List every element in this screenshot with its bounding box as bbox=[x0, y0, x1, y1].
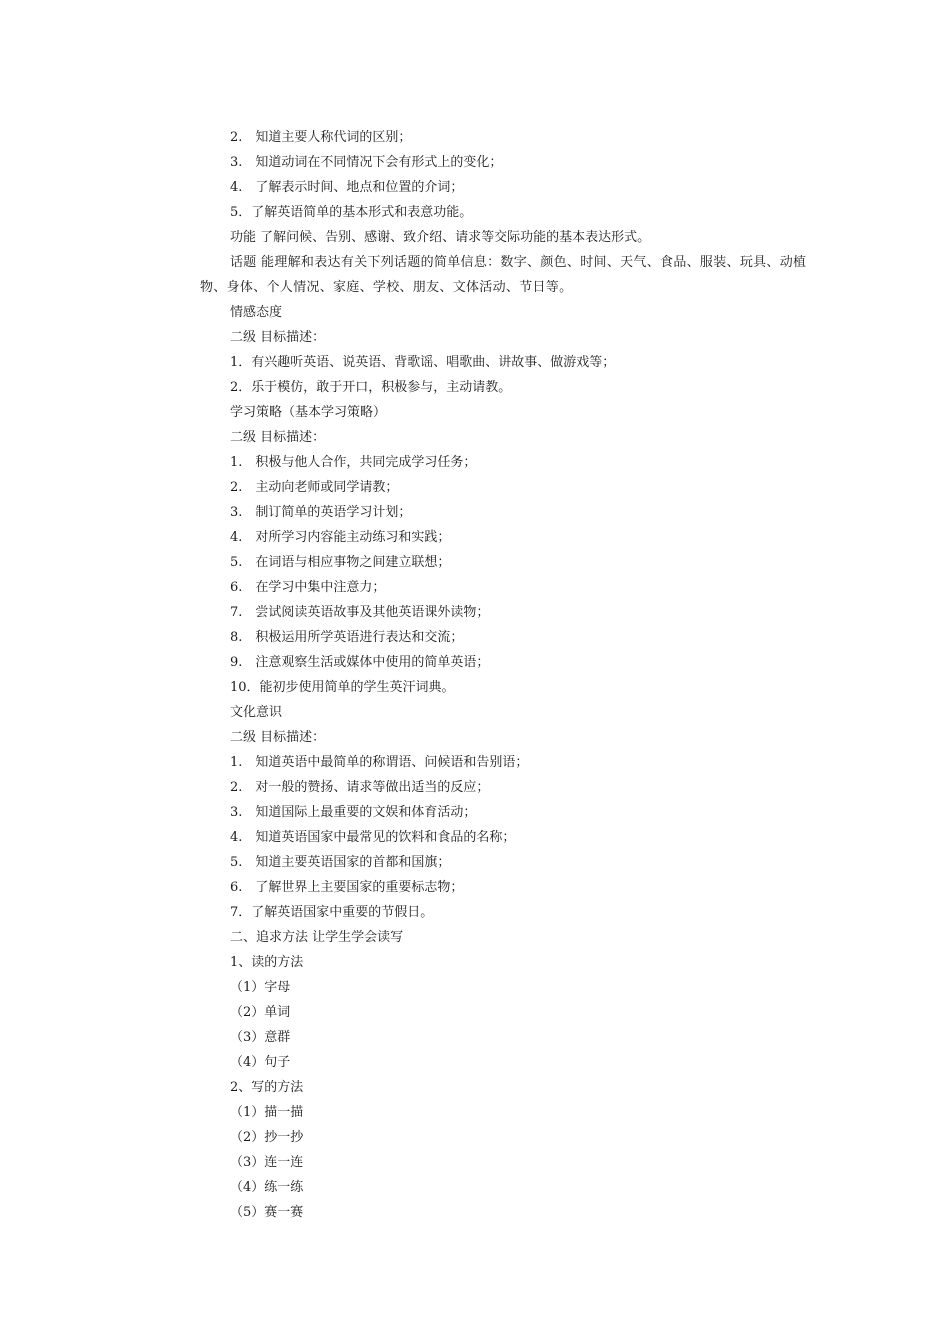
section-heading: 文化意识 bbox=[230, 705, 283, 720]
section-heading: 学习策略（基本学习策略） bbox=[230, 405, 387, 420]
text-line: 5．了解英语简单的基本形式和表意功能。 bbox=[230, 205, 473, 220]
list-item: 1. 知道英语中最简单的称谓语、问候语和告别语； bbox=[230, 755, 529, 770]
text-line: 3. 知道动词在不同情况下会有形式上的变化； bbox=[230, 155, 503, 170]
list-item: （4）练一练 bbox=[230, 1180, 304, 1195]
text-line: 二级 目标描述： bbox=[230, 730, 326, 745]
topic-paragraph: 话题 能理解和表达有关下列话题的简单信息：数字、颜色、时间、天气、食品、服装、玩具、动植物、身体、个人情况、家庭、学校、朋友、文体活动、节日等。 bbox=[200, 255, 807, 295]
text-line: 2. 知道主要人称代词的区别； bbox=[230, 130, 412, 145]
list-item: 4. 对所学习内容能主动练习和实践； bbox=[230, 530, 451, 545]
list-item: 4. 知道英语国家中最常见的饮料和食品的名称； bbox=[230, 830, 516, 845]
list-item: （3）连一连 bbox=[230, 1155, 304, 1170]
list-item: （5）赛一赛 bbox=[230, 1205, 304, 1220]
text-line: 二级 目标描述： bbox=[230, 330, 326, 345]
list-item: （2）单词 bbox=[230, 1005, 291, 1020]
list-item: （4）句子 bbox=[230, 1055, 291, 1070]
text-line: 1．有兴趣听英语、说英语、背歌谣、唱歌曲、讲故事、做游戏等； bbox=[230, 355, 616, 370]
subsection-heading: 1、读的方法 bbox=[230, 955, 304, 970]
list-item: 10．能初步使用简单的学生英汗词典。 bbox=[230, 680, 455, 695]
list-item: 5. 知道主要英语国家的首都和国旗； bbox=[230, 855, 451, 870]
list-item: 3. 制订简单的英语学习计划； bbox=[230, 505, 412, 520]
section-heading: 情感态度 bbox=[230, 305, 283, 320]
list-item: 7. 尝试阅读英语故事及其他英语课外读物； bbox=[230, 605, 490, 620]
list-item: 9. 注意观察生活或媒体中使用的简单英语； bbox=[230, 655, 490, 670]
list-item: 2. 主动向老师或同学请教； bbox=[230, 480, 399, 495]
list-item: 2. 对一般的赞扬、请求等做出适当的反应； bbox=[230, 780, 490, 795]
list-item: 6. 在学习中集中注意力； bbox=[230, 580, 386, 595]
list-item: （3）意群 bbox=[230, 1030, 291, 1045]
list-item: （1）描一描 bbox=[230, 1105, 304, 1120]
subsection-heading: 2、写的方法 bbox=[230, 1080, 304, 1095]
text-line: 二级 目标描述： bbox=[230, 430, 326, 445]
list-item: 7．了解英语国家中重要的节假日。 bbox=[230, 905, 434, 920]
text-line: 功能 了解问候、告别、感谢、致介绍、请求等交际功能的基本表达形式。 bbox=[230, 230, 651, 245]
list-item: 3. 知道国际上最重要的文娱和体育活动； bbox=[230, 805, 477, 820]
text-line: 4. 了解表示时间、地点和位置的介词； bbox=[230, 180, 464, 195]
list-item: 1. 积极与他人合作，共同完成学习任务； bbox=[230, 455, 477, 470]
document-body bbox=[200, 125, 810, 1225]
list-item: 5. 在词语与相应事物之间建立联想； bbox=[230, 555, 451, 570]
list-item: （2）抄一抄 bbox=[230, 1130, 304, 1145]
list-item: 8. 积极运用所学英语进行表达和交流； bbox=[230, 630, 464, 645]
list-item: 6. 了解世界上主要国家的重要标志物； bbox=[230, 880, 464, 895]
section-heading: 二、追求方法 让学生学会读写 bbox=[230, 930, 404, 945]
text-line: 2．乐于模仿，敢于开口，积极参与，主动请教。 bbox=[230, 380, 512, 395]
list-item: （1）字母 bbox=[230, 980, 291, 995]
